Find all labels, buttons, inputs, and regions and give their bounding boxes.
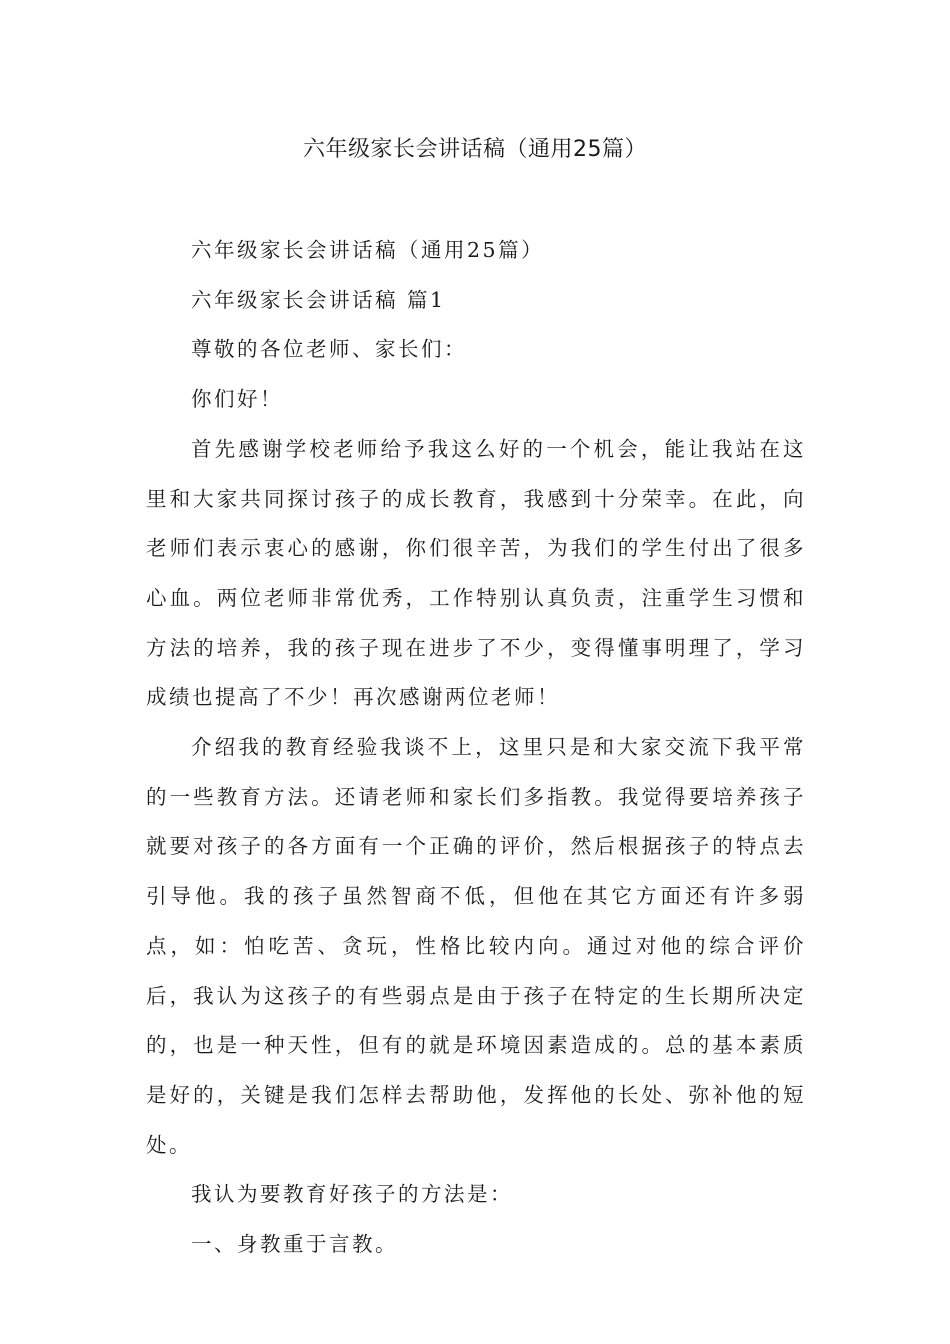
subtitle-paragraph: 六年级家长会讲话稿（通用25篇） (191, 238, 545, 262)
salutation: 尊敬的各位老师、家长们： (191, 337, 467, 362)
document-body (146, 226, 806, 1270)
body-paragraph: 首先感谢学校老师给予我这么好的一个机会，能让我站在这里和大家共同探讨孩子的成长教育，我感到十分荣幸。在此，向老师们表示衷心的感谢，你们很辛苦，为我们的学生付出了很多心血。两位老师非常优秀，工作特别认真负责，注重学生习惯和方法的培养，我的孩子现在进步了不少，变得懂事明理了，学习成绩也提高了不少！再次感谢两位老师！ (146, 436, 806, 710)
document-title: 六年级家长会讲话稿（通用25篇） (303, 137, 647, 162)
greeting: 你们好！ (191, 387, 283, 412)
list-item: 一、身教重于言教。 (191, 1232, 398, 1257)
section-heading: 六年级家长会讲话稿 篇1 (191, 287, 446, 312)
body-paragraph: 介绍我的教育经验我谈不上，这里只是和大家交流下我平常的一些教育方法。还请老师和家长们多指教。我觉得要培养孩子就要对孩子的各方面有一个正确的评价，然后根据孩子的特点去引导他。我的孩子虽然智商不低，但他在其它方面还有许多弱点，如：怕吃苦、贪玩，性格比较内向。通过对他的综合评价后，我认为这孩子的有些弱点是由于孩子在特定的生长期所决定的，也是一种天性，但有的就是环境因素造成的。总的基本素质是好的，关键是我们怎样去帮助他，发挥他的长处、弥补他的短处。 (146, 735, 806, 1157)
body-paragraph: 我认为要教育好孩子的方法是： (191, 1182, 513, 1207)
